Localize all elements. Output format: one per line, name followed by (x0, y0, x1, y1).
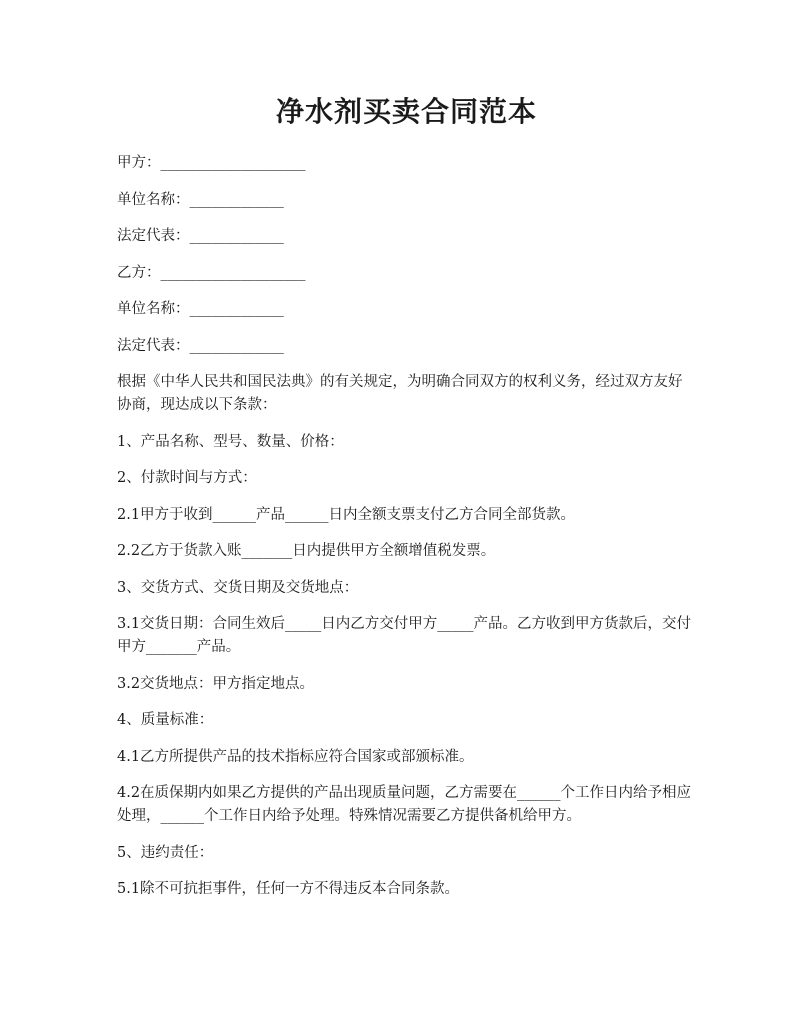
party-b-company-line: 单位名称：_____________ (117, 301, 284, 317)
party-b-representative-line: 法定代表：_____________ (117, 337, 284, 354)
party-a-company-line: 单位名称：_____________ (117, 191, 284, 208)
clause-3-1: 3.1交货日期：合同生效后_____日内乙方交付甲方_____产品。乙方收到甲方货款后，交付甲方_______产品。 (117, 616, 692, 655)
clause-5-heading: 5、违约责任： (117, 844, 214, 861)
party-b-line: 乙方：____________________ (117, 264, 306, 281)
clause-1-heading: 1、产品名称、型号、数量、价格： (117, 433, 344, 450)
clause-2-heading: 2、付款时间与方式： (117, 470, 257, 486)
clause-4-1: 4.1乙方所提供产品的技术指标应符合国家或部颁标准。 (117, 748, 474, 765)
document-title: 净水剂买卖合同范本 (275, 95, 537, 128)
party-a-line: 甲方：____________________ (117, 155, 306, 171)
clause-4-2: 4.2在质保期内如果乙方提供的产品出现质量问题，乙方需要在______个工作日内给予相应处理，______个工作日内给予处理。特殊情况需要乙方提供备机给甲方。 (117, 785, 692, 824)
clause-2-1: 2.1甲方于收到______产品______日内全额支票支付乙方合同全部货款。 (117, 506, 576, 523)
party-a-representative-line: 法定代表：_____________ (117, 228, 284, 244)
clause-3-2: 3.2交货地点：甲方指定地点。 (117, 675, 315, 692)
clause-4-heading: 4、质量标准： (117, 712, 214, 728)
clause-2-2: 2.2乙方于货款入账_______日内提供甲方全额增值税发票。 (117, 543, 496, 559)
preamble-paragraph: 根据《中华人民共和国民法典》的有关规定，为明确合同双方的权利义务，经过双方友好协商，现达成以下条款： (117, 374, 683, 413)
clause-5-1: 5.1除不可抗拒事件，任何一方不得违反本合同条款。 (117, 881, 460, 897)
clause-3-heading: 3、交货方式、交货日期及交货地点： (117, 579, 359, 596)
